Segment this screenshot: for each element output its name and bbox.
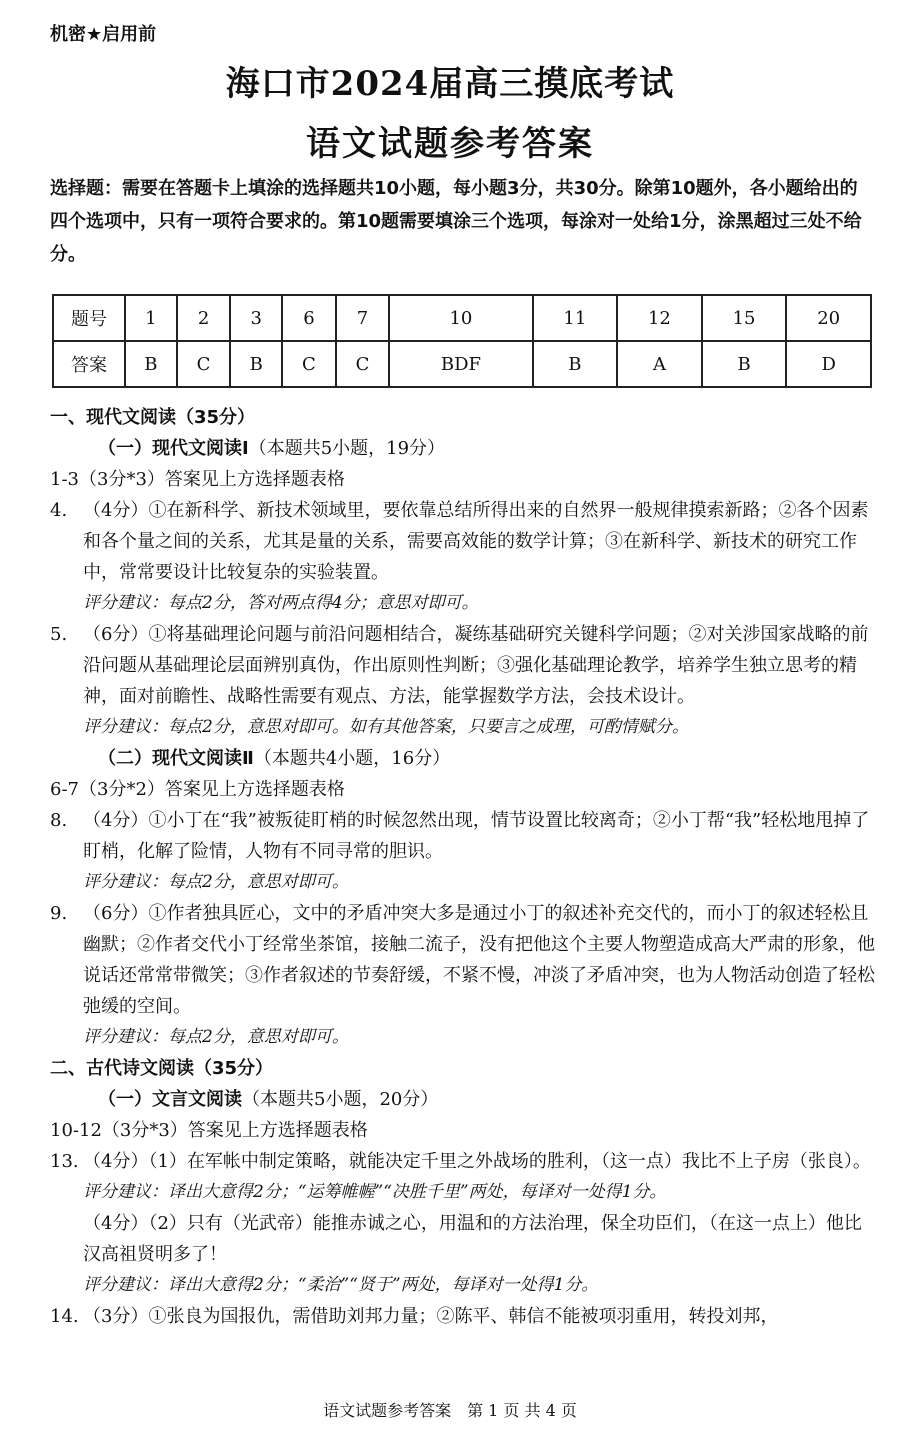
- subsection-info: （本题共4小题，16分）: [253, 748, 451, 769]
- answer-cell: BDF: [389, 341, 532, 387]
- question-cell: 10: [389, 295, 532, 341]
- answer-cell: B: [702, 341, 787, 387]
- scoring-note: 评分建议：每点2分，答对两点得4分；意思对即可。: [83, 593, 479, 613]
- subsection-title: （一）文言文阅读: [98, 1089, 242, 1110]
- subsection-heading: [50, 1084, 875, 1115]
- scoring-note: 评分建议：译出大意得2分；“柔治”“贤于”两处，每译对一处得1分。: [83, 1275, 599, 1295]
- question-cell: 7: [336, 295, 390, 341]
- section-heading: 二、古代诗文阅读（35分）: [50, 1058, 274, 1079]
- answer-content: [50, 402, 875, 1332]
- answer-item: [50, 1146, 875, 1177]
- answer-line: 6-7（3分*2）答案见上方选择题表格: [50, 779, 345, 800]
- question-cell: 20: [786, 295, 871, 341]
- item-number: 13.: [50, 1151, 79, 1172]
- subsection-title: （一）现代文阅读Ⅰ: [98, 438, 249, 459]
- scoring-note: 评分建议：每点2分，意思对即可。: [83, 872, 349, 892]
- answer-line: 1-3（3分*3）答案见上方选择题表格: [50, 469, 345, 490]
- answer-cell: D: [786, 341, 871, 387]
- question-cell: 12: [617, 295, 702, 341]
- answer-row: [53, 341, 871, 387]
- multiple-choice-instructions: 选择题：需要在答题卡上填涂的选择题共10小题，每小题3分，共30分。除第10题外，各小题给出的四个选项中，只有一项符合要求的。第10题需要填涂三个选项，每涂对一处给1分，涂黑超过三处不给分。: [50, 178, 862, 265]
- item-number: 5.: [50, 624, 68, 645]
- question-cell: 11: [533, 295, 618, 341]
- answer-table: [52, 294, 872, 388]
- answer-item: [50, 1301, 875, 1332]
- question-cell: 2: [177, 295, 231, 341]
- answer-item: [50, 495, 875, 588]
- section-heading: 一、现代文阅读（35分）: [50, 407, 256, 428]
- question-cell: 15: [702, 295, 787, 341]
- answer-cell: B: [533, 341, 618, 387]
- question-cell: 1: [125, 295, 177, 341]
- item-text: （4分）①在新科学、新技术领域里，要依靠总结所得出来的自然界一般规律摸索新路；②各个因素和各个量之间的关系，尤其是量的关系，需要高效能的数学计算；③在新科学、新技术的研究工作中，常常要设计比较复杂的实验装置。: [83, 500, 869, 583]
- row-header-answer: 答案: [53, 341, 125, 387]
- subsection-title: （二）现代文阅读Ⅱ: [98, 748, 254, 769]
- item-text: （4分）（1）在军帐中制定策略，就能决定千里之外战场的胜利，（这一点）我比不上子房（张良）。: [83, 1151, 871, 1172]
- scoring-note: 评分建议：译出大意得2分；“运筹帷幄”“决胜千里”两处，每译对一处得1分。: [83, 1182, 667, 1202]
- answer-cell: B: [230, 341, 282, 387]
- subsection-heading: [50, 743, 875, 774]
- answer-item: [50, 619, 875, 712]
- subsection-heading: [50, 433, 875, 464]
- item-text: （3分）①张良为国报仇，需借助刘邦力量；②陈平、韩信不能被项羽重用，转投刘邦，: [83, 1306, 779, 1327]
- question-number-row: [53, 295, 871, 341]
- question-cell: 6: [282, 295, 336, 341]
- item-text: （4分）①小丁在“我”被叛徒盯梢的时候忽然出现，情节设置比较离奇；②小丁帮“我”轻松地甩掉了盯梢，化解了险情，人物有不同寻常的胆识。: [83, 810, 870, 862]
- item-number: 14.: [50, 1306, 79, 1327]
- answer-line: 10-12（3分*3）答案见上方选择题表格: [50, 1120, 368, 1141]
- item-number: 8.: [50, 810, 68, 831]
- item-continuation: （4分）（2）只有（光武帝）能推赤诚之心，用温和的方法治理，保全功臣们，（在这一点上）他比汉高祖贤明多了！: [83, 1213, 862, 1265]
- document-subtitle: 语文试题参考答案: [306, 124, 594, 164]
- confidential-label: 机密★启用前: [50, 24, 157, 45]
- answer-cell: B: [125, 341, 177, 387]
- answer-cell: C: [282, 341, 336, 387]
- answer-item: [50, 898, 875, 1022]
- question-cell: 3: [230, 295, 282, 341]
- item-number: 9.: [50, 903, 68, 924]
- row-header-question: 题号: [53, 295, 125, 341]
- subsection-info: （本题共5小题，20分）: [242, 1089, 439, 1110]
- item-number: 4.: [50, 500, 68, 521]
- item-text: （6分）①将基础理论问题与前沿问题相结合，凝练基础研究关键科学问题；②对关涉国家战略的前沿问题从基础理论层面辨别真伪，作出原则性判断；③强化基础理论教学，培养学生独立思考的精神，面对前瞻性、战略性需要有观点、方法，能掌握数学方法，会技术设计。: [83, 624, 869, 707]
- scoring-note: 评分建议：每点2分，意思对即可。: [83, 1027, 349, 1047]
- exam-title: 海口市2024届高三摸底考试: [225, 64, 675, 104]
- answer-cell: C: [177, 341, 231, 387]
- scoring-note: 评分建议：每点2分，意思对即可。如有其他答案，只要言之成理，可酌情赋分。: [83, 717, 689, 737]
- page-footer: 语文试题参考答案 第 1 页 共 4 页: [323, 1401, 577, 1420]
- answer-cell: A: [617, 341, 702, 387]
- subsection-info: （本题共5小题，19分）: [248, 438, 446, 459]
- answer-cell: C: [336, 341, 390, 387]
- item-text: （6分）①作者独具匠心，文中的矛盾冲突大多是通过小丁的叙述补充交代的，而小丁的叙述轻松且幽默；②作者交代小丁经常坐茶馆，接触二流子，没有把他这个主要人物塑造成高大严肃的形象，他说话还常常带微笑；③作者叙述的节奏舒缓，不紧不慢，冲淡了矛盾冲突，也为人物活动创造了轻松弛缓的空间。: [83, 903, 875, 1017]
- answer-item: [50, 805, 875, 867]
